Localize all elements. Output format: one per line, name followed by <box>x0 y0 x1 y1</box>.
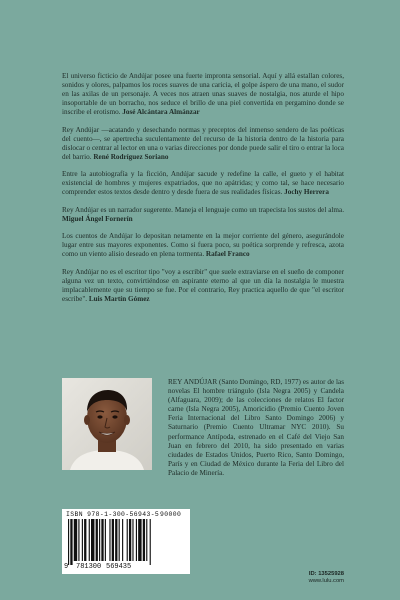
blurb-1 <box>62 72 344 117</box>
barcode-bars <box>66 519 186 565</box>
blurb-5 <box>62 232 344 259</box>
blurb-text: Los cuentos de Andújar lo depositan netamente en la mejor corriente del género, asegurándole lugar entre sus mayores exponentes. Como si fuera poco, su poética sorprende y refresca, azota como un viento alisio deseado en plena tormenta. <box>62 232 344 259</box>
barcode-digit-first: 9 <box>64 563 69 571</box>
blurbs-section <box>62 72 344 312</box>
barcode-digit-group-1: 781300 <box>76 563 102 571</box>
blurb-author: José Alcántara Almánzar <box>122 108 200 117</box>
isbn-barcode <box>62 509 190 574</box>
blurb-author: Jochy Herrera <box>284 188 329 197</box>
publisher-id: ID: 13525928 <box>308 571 344 577</box>
author-photo <box>62 378 152 470</box>
blurb-text: El universo ficticio de Andújar posee una fuerte impronta sensorial. Aquí y allá estallan colores, sonidos y olores, palpamos los roces suaves de una caricia, el golpe áspero de una mano, el sudor en las axilas de un personaje. A veces nos atraen unas suaves de nostalgia, nos aturde el hipo insoportable de un borracho, nos seduce el brillo de una piel convertida en pergamino donde se inscribe el erotismo. <box>62 72 344 117</box>
blurb-text: Rey Andújar no es el escritor tipo "voy a escribir" que suele extraviarse en el sueño de componer alguna vez un texto, convirtiéndose en aspirante eterno al que un día la nostalgia le muestra implacablemente que su tiempo se fue. Por el contrario, Rey practica aquello de que "el escritor escribe". <box>62 267 344 303</box>
blurb-text: Rey Andújar —acatando y desechando normas y preceptos del inmenso sendero de las poéticas del cuento—, se apertrecha suculentamente del recurso de la historia dentro de la historia para dislocar o centrar al lector en una o varias direcciones por donde puede salir el tiro o entrar la loca del barrio. <box>62 125 344 161</box>
blurb-author: Luis Martín Gómez <box>88 294 150 303</box>
blurb-2 <box>62 126 344 162</box>
blurb-3 <box>62 170 344 197</box>
publisher-id-box <box>309 571 344 585</box>
blurb-author: Miguel Ángel Fornerín <box>62 214 133 223</box>
blurb-6 <box>62 268 344 304</box>
isbn-number: ISBN 978-1-300-56943-5 <box>66 511 160 518</box>
blurb-author: René Rodríguez Soriano <box>93 152 169 161</box>
blurb-author: Rafael Franco <box>205 250 250 259</box>
blurb-4 <box>62 206 344 224</box>
price-code: 90000 <box>160 511 182 518</box>
isbn-label <box>66 511 182 518</box>
author-bio-text: REY ANDÚJAR (Santo Domingo, RD, 1977) es autor de las novelas El hombre triángulo (Isla Negra 2005) y Candela (Alfaguara, 2009); de las colecciones de relatos El factor carne (Isla Negra 2005), Amoricidio (Premio Cuento Joven Feria Internacional del Libro Santo Domingo 2006) y Saturnario (Premio Cuento Ultramar NYC 2010). Su performance Antípoda, estrenado en el Café del Viejo San Juan en febrero del 2010, ha sido presentado en varias ciudades de Estados Unidos, Puerto Rico, Santo Domingo, París y en Ciudad de México durante la Feria del Libro del Palacio de Minería. <box>168 378 344 477</box>
publisher-website: www.lulu.com <box>308 578 344 584</box>
blurb-text: Rey Andújar es un narrador sugerente. Maneja el lenguaje como un trapecista los sustos del alma. <box>62 205 344 214</box>
barcode-digit-group-2: 569435 <box>106 563 132 571</box>
blurb-text: Entre la autobiografía y la ficción, Andújar sacude y redefine la calle, el gueto y el habitat existencial de hombres y mujeres expatriados, que no apátridas; y como tal, se hace necesario comprender estos textos desde dentro y desde fuera de sus realidades físicas. <box>62 170 344 197</box>
